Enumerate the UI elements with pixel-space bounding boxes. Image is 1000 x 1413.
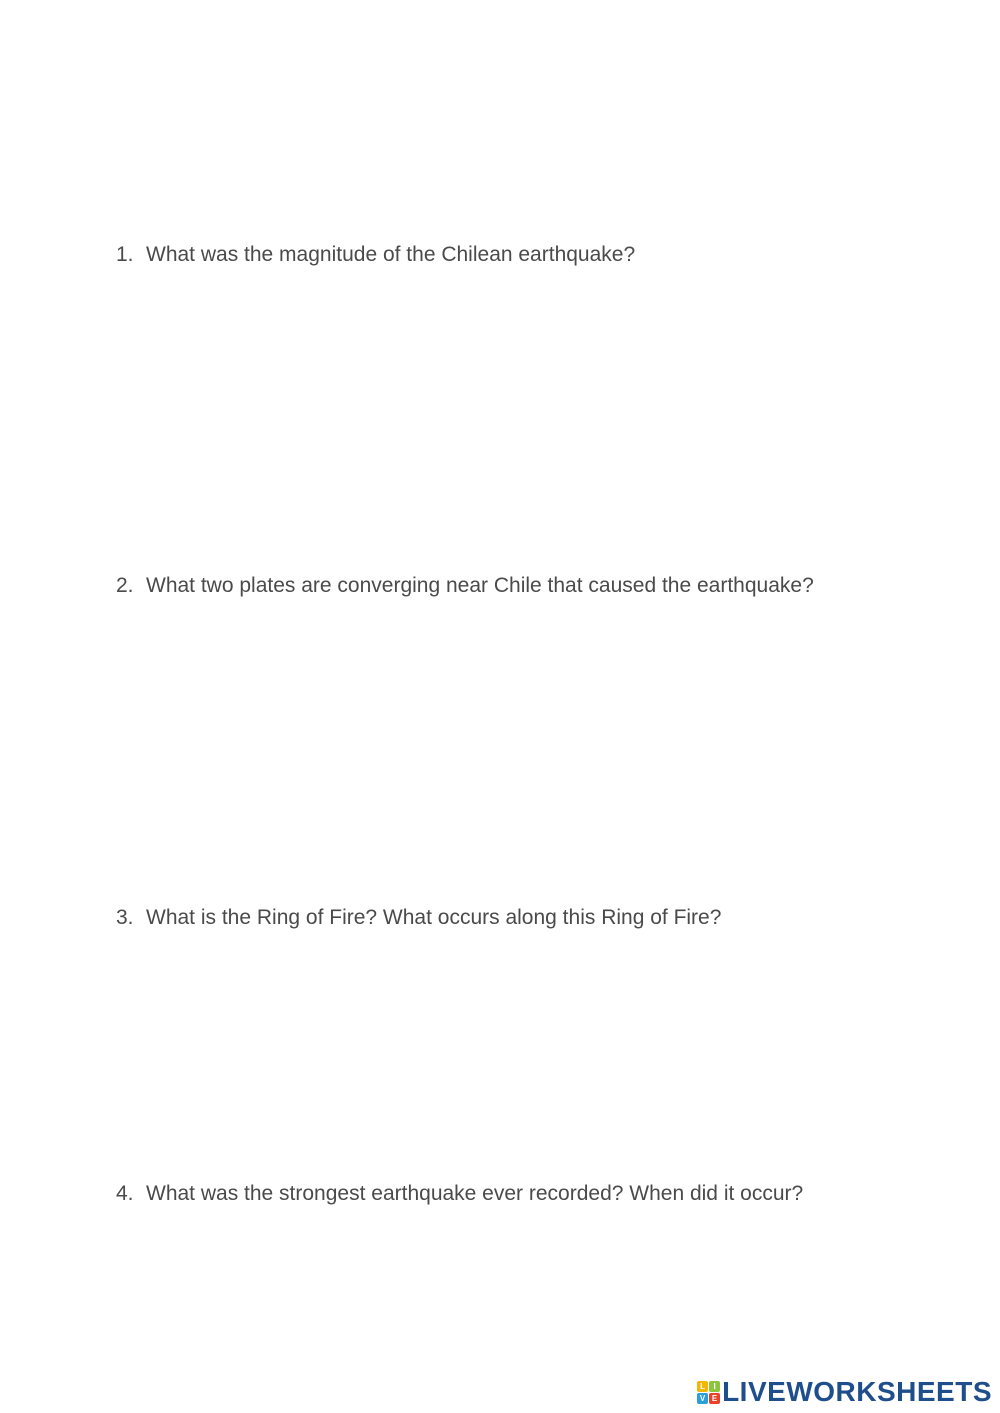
question-text: What was the magnitude of the Chilean earthquake? [146,243,636,266]
logo-square-v: V [697,1393,708,1404]
question-2 [116,574,814,598]
question-text: What is the Ring of Fire? What occurs along this Ring of Fire? [146,906,722,929]
question-4 [116,1182,803,1206]
logo-square-e: E [709,1393,720,1404]
logo-square-l: L [697,1381,708,1392]
question-number: 3. [116,906,134,929]
question-number: 2. [116,574,134,597]
liveworksheets-logo-icon [697,1381,720,1404]
question-text: What was the strongest earthquake ever recorded? When did it occur? [146,1182,804,1205]
question-text: What two plates are converging near Chile that caused the earthquake? [146,574,814,597]
question-number: 1. [116,243,134,266]
logo-square-i: I [709,1381,720,1392]
liveworksheets-logo [697,1377,992,1407]
question-3 [116,906,721,930]
brand-name: LIVEWORKSHEETS [722,1376,992,1407]
question-1 [116,243,635,267]
question-number: 4. [116,1182,134,1205]
